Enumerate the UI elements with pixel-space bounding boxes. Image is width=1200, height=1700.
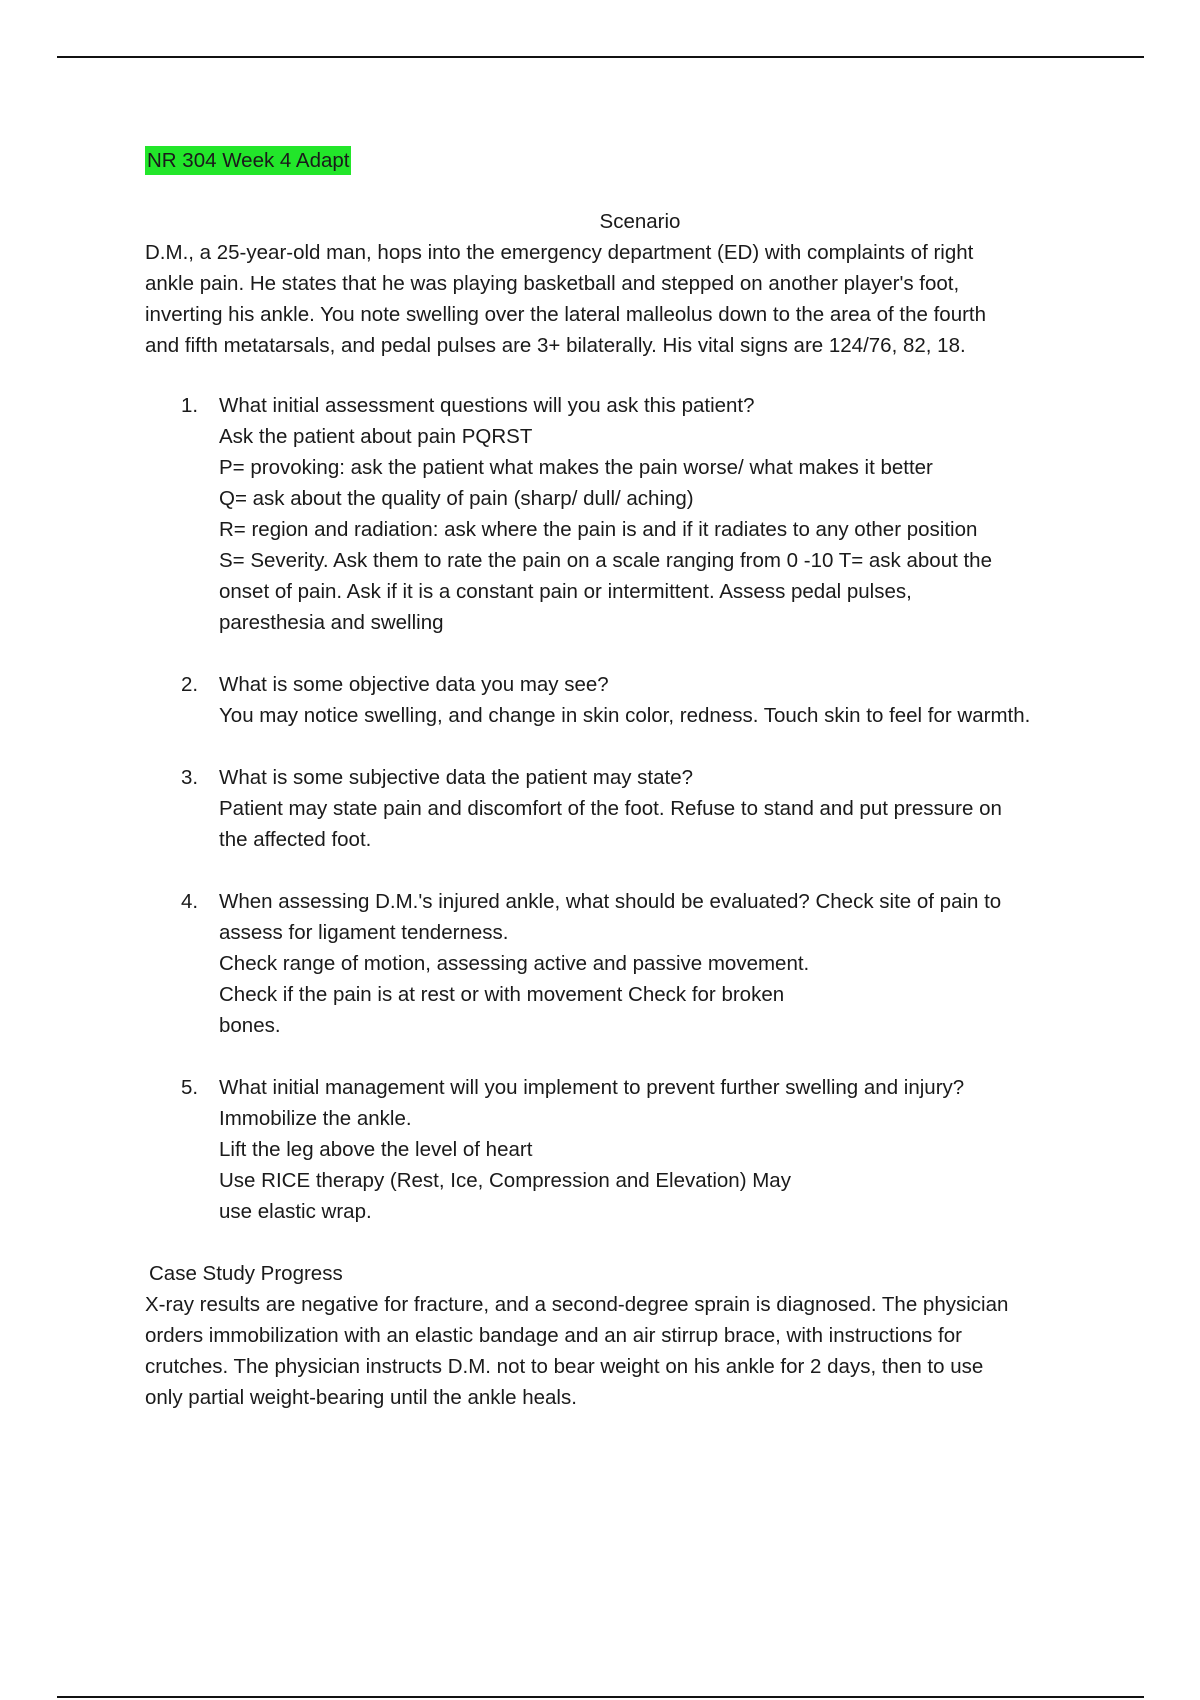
question-5 — [145, 1072, 1095, 1227]
document-title: NR 304 Week 4 Adapt — [145, 146, 351, 175]
scenario-line: ankle pain. He states that he was playing basketball and stepped on another player's foot, — [145, 272, 960, 295]
scenario-line: and fifth metatarsals, and pedal pulses are 3+ bilaterally. His vital signs are 124/76, 82, 18. — [145, 334, 966, 357]
scenario-line: D.M., a 25-year-old man, hops into the emergency department (ED) with complaints of right — [145, 241, 974, 264]
question-text: What initial management will you implement to prevent further swelling and injury? — [219, 1076, 965, 1099]
question-4 — [145, 886, 1095, 1041]
answer-line: Ask the patient about pain PQRST — [219, 425, 533, 448]
bottom-rule — [57, 1696, 1144, 1698]
answer-line: paresthesia and swelling — [219, 611, 444, 634]
answer-line: the affected foot. — [219, 828, 372, 851]
scenario-paragraph — [145, 237, 1095, 361]
scenario-line: inverting his ankle. You note swelling over the lateral malleolus down to the area of the fourth — [145, 303, 987, 326]
answer-line: Use RICE therapy (Rest, Ice, Compression and Elevation) May — [219, 1169, 791, 1192]
answer-line: assess for ligament tenderness. — [219, 921, 509, 944]
case-study-progress-paragraph — [145, 1289, 1095, 1413]
progress-line: only partial weight-bearing until the ankle heals. — [145, 1386, 577, 1409]
question-text: What is some subjective data the patient may state? — [219, 766, 694, 789]
question-text: When assessing D.M.'s injured ankle, what should be evaluated? Check site of pain to — [219, 890, 1002, 913]
answer-line: bones. — [219, 1014, 281, 1037]
top-rule — [57, 56, 1144, 58]
answer-line: Check if the pain is at rest or with movement Check for broken — [219, 983, 785, 1006]
question-text: What initial assessment questions will you ask this patient? — [219, 394, 755, 417]
answer-line: You may notice swelling, and change in skin color, redness. Touch skin to feel for warmth. — [219, 704, 1031, 727]
document-body — [145, 145, 1095, 1413]
progress-line: crutches. The physician instructs D.M. not to bear weight on his ankle for 2 days, then to use — [145, 1355, 984, 1378]
question-number: 1. — [181, 394, 199, 417]
answer-line: Lift the leg above the level of heart — [219, 1138, 533, 1161]
question-number: 2. — [181, 673, 199, 696]
answer-line: P= provoking: ask the patient what makes the pain worse/ what makes it better — [219, 456, 933, 479]
scenario-heading: Scenario — [599, 210, 681, 233]
document-title-row — [145, 145, 1095, 176]
question-2 — [145, 669, 1095, 731]
answer-line: R= region and radiation: ask where the pain is and if it radiates to any other position — [219, 518, 978, 541]
answer-line: Check range of motion, assessing active and passive movement. — [219, 952, 810, 975]
answer-line: S= Severity. Ask them to rate the pain on a scale ranging from 0 -10 T= ask about the — [219, 549, 992, 572]
question-3 — [145, 762, 1095, 855]
question-number: 5. — [181, 1076, 199, 1099]
progress-line: X-ray results are negative for fracture, and a second-degree sprain is diagnosed. The physician — [145, 1293, 1009, 1316]
answer-line: Immobilize the ankle. — [219, 1107, 412, 1130]
progress-line: orders immobilization with an elastic bandage and an air stirrup brace, with instructions for — [145, 1324, 962, 1347]
question-number: 4. — [181, 890, 199, 913]
answer-line: onset of pain. Ask if it is a constant pain or intermittent. Assess pedal pulses, — [219, 580, 912, 603]
question-text: What is some objective data you may see? — [219, 673, 609, 696]
question-list — [145, 390, 1095, 1227]
question-1 — [145, 390, 1095, 638]
question-number: 3. — [181, 766, 199, 789]
case-study-progress-heading: Case Study Progress — [149, 1262, 343, 1285]
answer-line: use elastic wrap. — [219, 1200, 372, 1223]
answer-line: Q= ask about the quality of pain (sharp/ dull/ aching) — [219, 487, 694, 510]
answer-line: Patient may state pain and discomfort of the foot. Refuse to stand and put pressure on — [219, 797, 1002, 820]
